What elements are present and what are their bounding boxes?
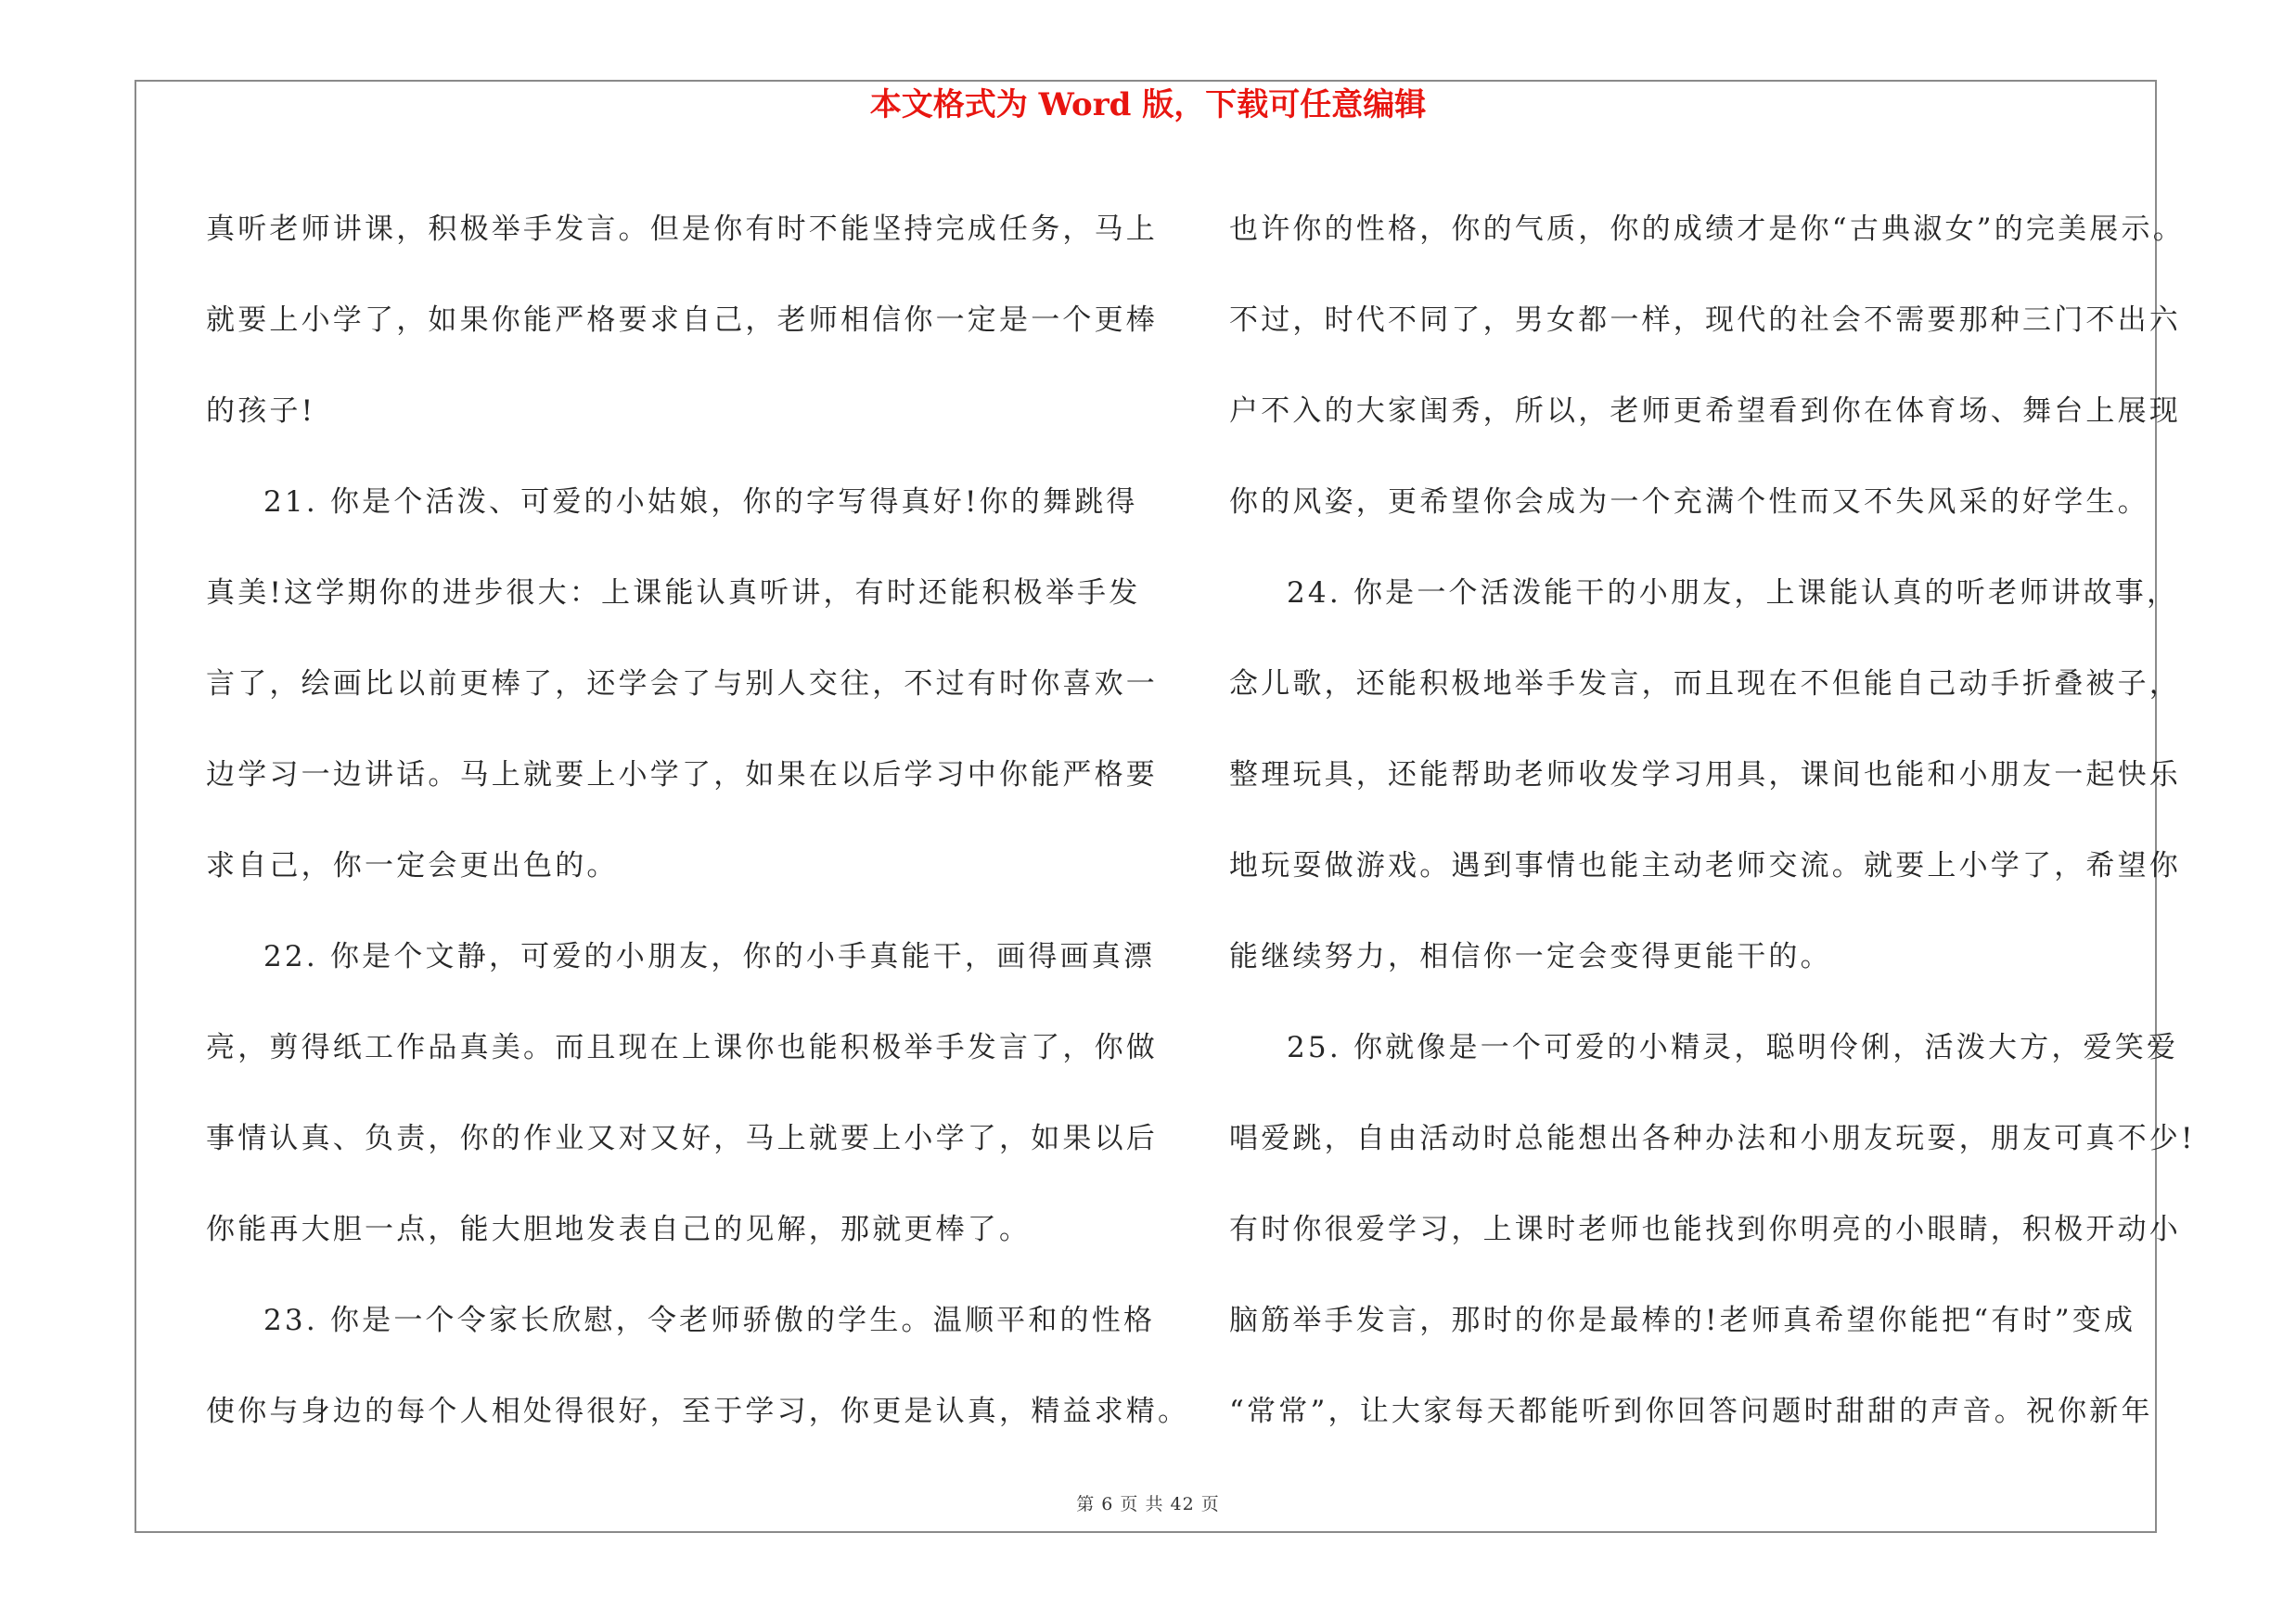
text-line: 整理玩具，还能帮助老师收发学习用具，课间也能和小朋友一起快乐 [1229,758,2181,792]
text-line: 亮，剪得纸工作品真美。而且现在上课你也能积极举手发言了，你做 [206,1031,1158,1064]
text-line: 地玩耍做游戏。遇到事情也能主动老师交流。就要上小学了，希望你 [1229,849,2181,882]
text-line: 言了，绘画比以前更棒了，还学会了与别人交往，不过有时你喜欢一 [206,667,1158,701]
text-line: 事情认真、负责，你的作业又对又好，马上就要上小学了，如果以后 [206,1122,1158,1155]
text-line: 脑筋举手发言，那时的你是最棒的!老师真希望你能把“有时”变成 [1229,1304,2136,1337]
text-line: 你的风姿，更希望你会成为一个充满个性而又不失风采的好学生。 [1229,485,2149,519]
text-line: 的孩子! [206,394,316,428]
text-line: 有时你很爱学习，上课时老师也能找到你明亮的小眼睛，积极开动小 [1229,1213,2181,1246]
text-line: 你能再大胆一点，能大胆地发表自己的见解，那就更棒了。 [206,1213,1032,1246]
header-banner: 本文格式为 Word 版，下载可任意编辑 [869,86,1427,123]
text-line: 不过，时代不同了，男女都一样，现代的社会不需要那种三门不出六 [1229,303,2181,337]
left-text-column [206,184,1190,1457]
text-line: 23. 你是一个令家长欣慰，令老师骄傲的学生。温顺平和的性格 [263,1304,1156,1337]
text-line: 22. 你是个文静，可爱的小朋友，你的小手真能干，画得画真漂 [263,940,1156,973]
text-line: 就要上小学了，如果你能严格要求自己，老师相信你一定是一个更棒 [206,303,1158,337]
text-line: 户不入的大家闺秀，所以，老师更希望看到你在体育场、舞台上展现 [1229,394,2181,428]
text-line: 25. 你就像是一个可爱的小精灵，聪明伶俐，活泼大方，爱笑爱 [1287,1031,2179,1064]
text-line: 也许你的性格，你的气质，你的成绩才是你“古典淑女”的完美展示。 [1229,213,2185,246]
text-line: 能继续努力，相信你一定会变得更能干的。 [1229,940,1832,973]
text-line: 真美!这学期你的进步很大：上课能认真听讲，有时还能积极举手发 [206,576,1141,610]
text-line: 21. 你是个活泼、可爱的小姑娘，你的字写得真好!你的舞跳得 [263,485,1138,519]
text-line: 求自己，你一定会更出色的。 [206,849,619,882]
text-line: 真听老师讲课，积极举手发言。但是你有时不能坚持完成任务，马上 [206,213,1158,246]
text-line: “常常”，让大家每天都能听到你回答问题时甜甜的声音。祝你新年 [1229,1395,2153,1428]
page-number-footer: 第 6 页 共 42 页 [1076,1494,1220,1514]
text-line: 24. 你是一个活泼能干的小朋友，上课能认真的听老师讲故事， [1287,576,2179,610]
text-line: 念儿歌，还能积极地举手发言，而且现在不但能自己动手折叠被子， [1229,667,2181,701]
right-text-column [1229,184,2196,1457]
text-line: 使你与身边的每个人相处得很好，至于学习，你更是认真，精益求精。 [206,1395,1190,1428]
text-line: 唱爱跳，自由活动时总能想出各种办法和小朋友玩耍，朋友可真不少! [1229,1122,2196,1155]
text-line: 边学习一边讲话。马上就要上小学了，如果在以后学习中你能严格要 [206,758,1158,792]
